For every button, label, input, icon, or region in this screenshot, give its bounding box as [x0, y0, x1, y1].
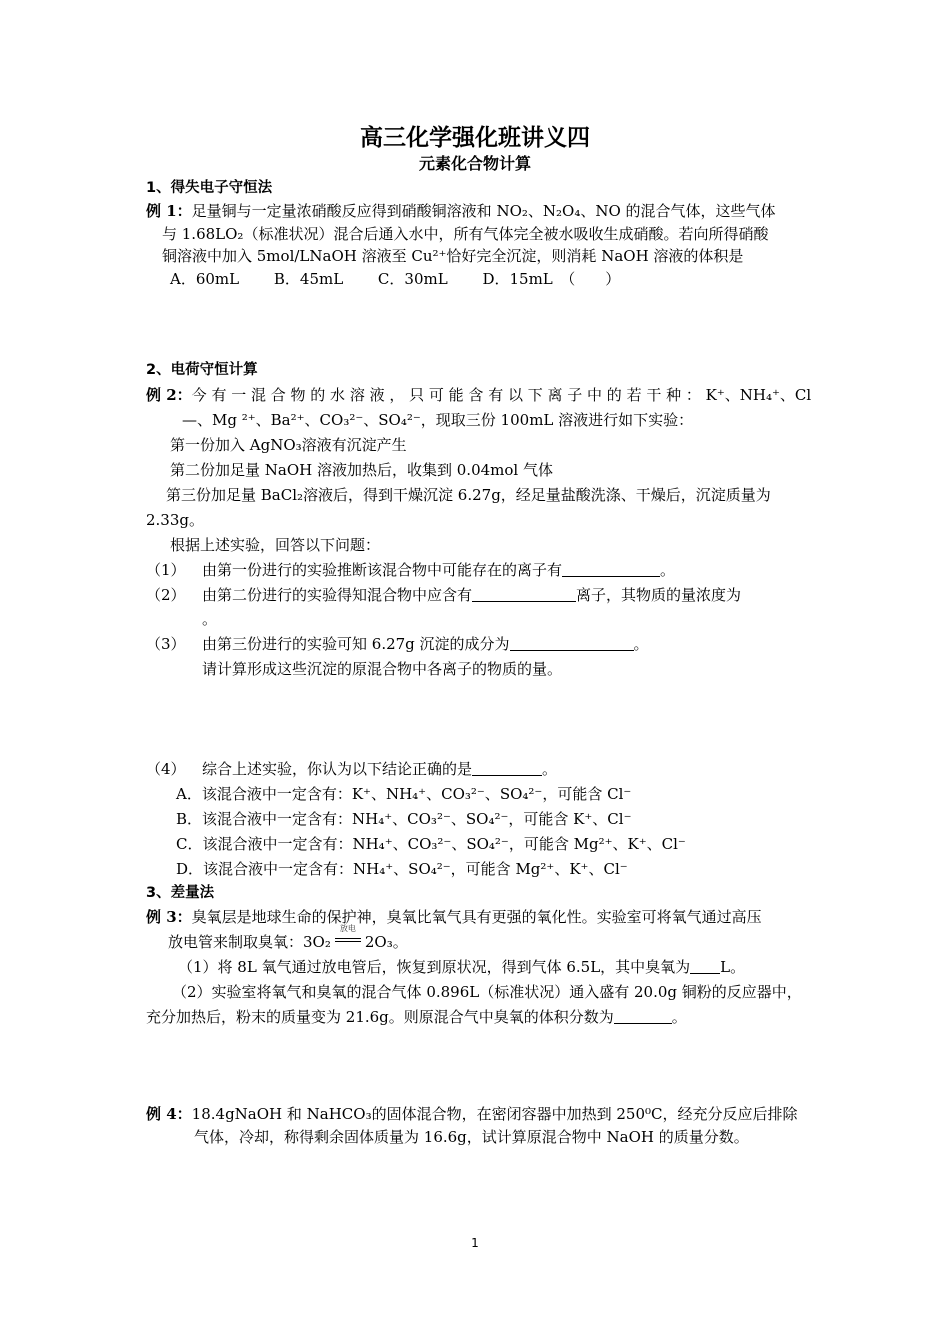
part-2-end: 。 — [671, 1008, 687, 1026]
example-2-line-2: —、Mg ²⁺、Ba²⁺、CO₃²⁻、SO₄²⁻，现取三份 100mL 溶液进行如下实验： — [182, 411, 694, 429]
example-4-label: 例 4： — [146, 1105, 192, 1123]
option-b: B．该混合液中一定含有：NH₄⁺、CO₃²⁻、SO₄²⁻，可能含 K⁺、Cl⁻ — [176, 810, 632, 828]
experiment-3-line-1: 第三份加足量 BaCl₂溶液后，得到干燥沉淀 6.27g，经足量盐酸洗涤、干燥后，沉淀质量为 — [166, 486, 771, 504]
page-title: 高三化学强化班讲义四 — [360, 125, 590, 151]
reaction-right: 2O₃。 — [364, 933, 408, 951]
section-2-heading: 2、电荷守恒计算 — [146, 362, 258, 378]
question-2-number: （2） — [146, 586, 186, 604]
part-1-text: （1）将 8L 氧气通过放电管后，恢复到原状况，得到气体 6.5L，其中臭氧为 — [178, 958, 691, 976]
question-1 — [202, 560, 675, 580]
page-number: 1 — [471, 1236, 479, 1250]
experiment-1: 第一份加入 AgNO₃溶液有沉淀产生 — [170, 436, 407, 454]
questions-prompt: 根据上述实验，回答以下问题： — [170, 536, 381, 554]
example-1-text-1: 足量铜与一定量浓硝酸反应得到硝酸铜溶液和 NO₂、N₂O₄、NO 的混合气体，这些气体 — [191, 202, 776, 220]
question-1-number: （1） — [146, 561, 186, 579]
question-1-text: 由第一份进行的实验推断该混合物中可能存在的离子有 — [202, 561, 563, 579]
example-4-text-1: 18.4gNaOH 和 NaHCO₃的固体混合物，在密闭容器中加热到 250⁰C，经充分反应后排除 — [191, 1105, 798, 1123]
section-3-heading: 3、差量法 — [146, 885, 215, 901]
example-3-text-1: 臭氧层是地球生命的保护神，臭氧比氧气具有更强的氧化性。实验室可将氧气通过高压 — [191, 908, 762, 926]
question-3-number: （3） — [146, 635, 186, 653]
example-4-line-2: 气体，冷却，称得剩余固体质量为 16.6g，试计算原混合物中 NaOH 的质量分数。 — [194, 1128, 749, 1146]
question-4 — [202, 759, 557, 779]
reaction-left: 放电管来制取臭氧：3O₂ — [168, 933, 331, 951]
experiment-2: 第二份加足量 NaOH 溶液加热后，收集到 0.04mol 气体 — [170, 461, 553, 479]
example-4-line-1 — [146, 1104, 797, 1124]
question-2-end: 。 — [202, 610, 218, 628]
example-3-part-2-line-2 — [146, 1007, 687, 1027]
question-2 — [202, 585, 741, 605]
part-2-text: 充分加热后，粉末的质量变为 21.6g。则原混合气中臭氧的体积分数为 — [146, 1008, 614, 1026]
question-2-mid: 离子，其物质的量浓度为 — [576, 586, 742, 604]
question-1-end: 。 — [660, 561, 676, 579]
example-3-label: 例 3： — [146, 908, 192, 926]
example-2-label: 例 2： — [146, 386, 192, 404]
example-1-options: A．60mL B．45mL C．30mL D．15mL （ ） — [170, 270, 621, 288]
example-2-line-1 — [146, 385, 811, 405]
example-2-text-1: 今 有 一 混 合 物 的 水 溶 液 ， 只 可 能 含 有 以 下 离 子 中 的 若 干 种 ： K⁺、NH₄⁺、Cl — [191, 386, 812, 404]
question-2-text: 由第二份进行的实验得知混合物中应含有 — [202, 586, 473, 604]
example-3-part-2-line-1: （2）实验室将氧气和臭氧的混合气体 0.896L（标准状况）通入盛有 20.0g 铜粉的反应器中， — [172, 983, 802, 1001]
question-4-end: 。 — [542, 760, 558, 778]
reaction-condition: 放电 — [339, 924, 356, 933]
page-subtitle: 元素化合物计算 — [418, 154, 531, 173]
question-3-end: 。 — [633, 635, 649, 653]
experiment-3-line-2: 2.33g。 — [146, 511, 205, 529]
example-1-line-2: 与 1.68LO₂（标准状况）混合后通入水中，所有气体完全被水吸收生成硝酸。若向所得硝酸 — [162, 225, 769, 243]
part-1-unit: L。 — [720, 958, 746, 976]
question-3-text: 由第三份进行的实验可知 6.27g 沉淀的成分为 — [202, 635, 510, 653]
section-1-heading: 1、得失电子守恒法 — [146, 180, 273, 196]
question-2-answer-blank[interactable] — [472, 586, 576, 602]
question-1-answer-blank[interactable] — [562, 561, 660, 577]
reaction-arrow-icon — [335, 924, 361, 946]
option-a: A．该混合液中一定含有：K⁺、NH₄⁺、CO₃²⁻、SO₄²⁻，可能含 Cl⁻ — [176, 785, 632, 803]
question-4-answer-blank[interactable] — [472, 760, 542, 776]
example-3-part-1 — [178, 957, 745, 977]
part-1-answer-blank[interactable] — [690, 958, 720, 974]
part-2-answer-blank[interactable] — [614, 1008, 672, 1024]
question-4-number: （4） — [146, 760, 186, 778]
question-3-answer-blank[interactable] — [510, 635, 634, 651]
question-4-text: 综合上述实验，你认为以下结论正确的是 — [202, 760, 473, 778]
question-3-line-2: 请计算形成这些沉淀的原混合物中各离子的物质的量。 — [202, 660, 563, 678]
option-d: D．该混合液中一定含有：NH₄⁺、SO₄²⁻，可能含 Mg²⁺、K⁺、Cl⁻ — [176, 860, 628, 878]
example-3-line-2 — [168, 924, 408, 952]
example-3-line-1 — [146, 907, 762, 927]
example-1-line-1 — [146, 201, 776, 221]
question-3 — [202, 634, 649, 654]
example-1-label: 例 1： — [146, 202, 192, 220]
option-c: C．该混合液中一定含有：NH₄⁺、CO₃²⁻、SO₄²⁻，可能含 Mg²⁺、K⁺、Cl⁻ — [176, 835, 686, 853]
example-1-line-3: 铜溶液中加入 5mol/LNaOH 溶液至 Cu²⁺恰好完全沉淀，则消耗 NaOH 溶液的体积是 — [162, 247, 744, 265]
